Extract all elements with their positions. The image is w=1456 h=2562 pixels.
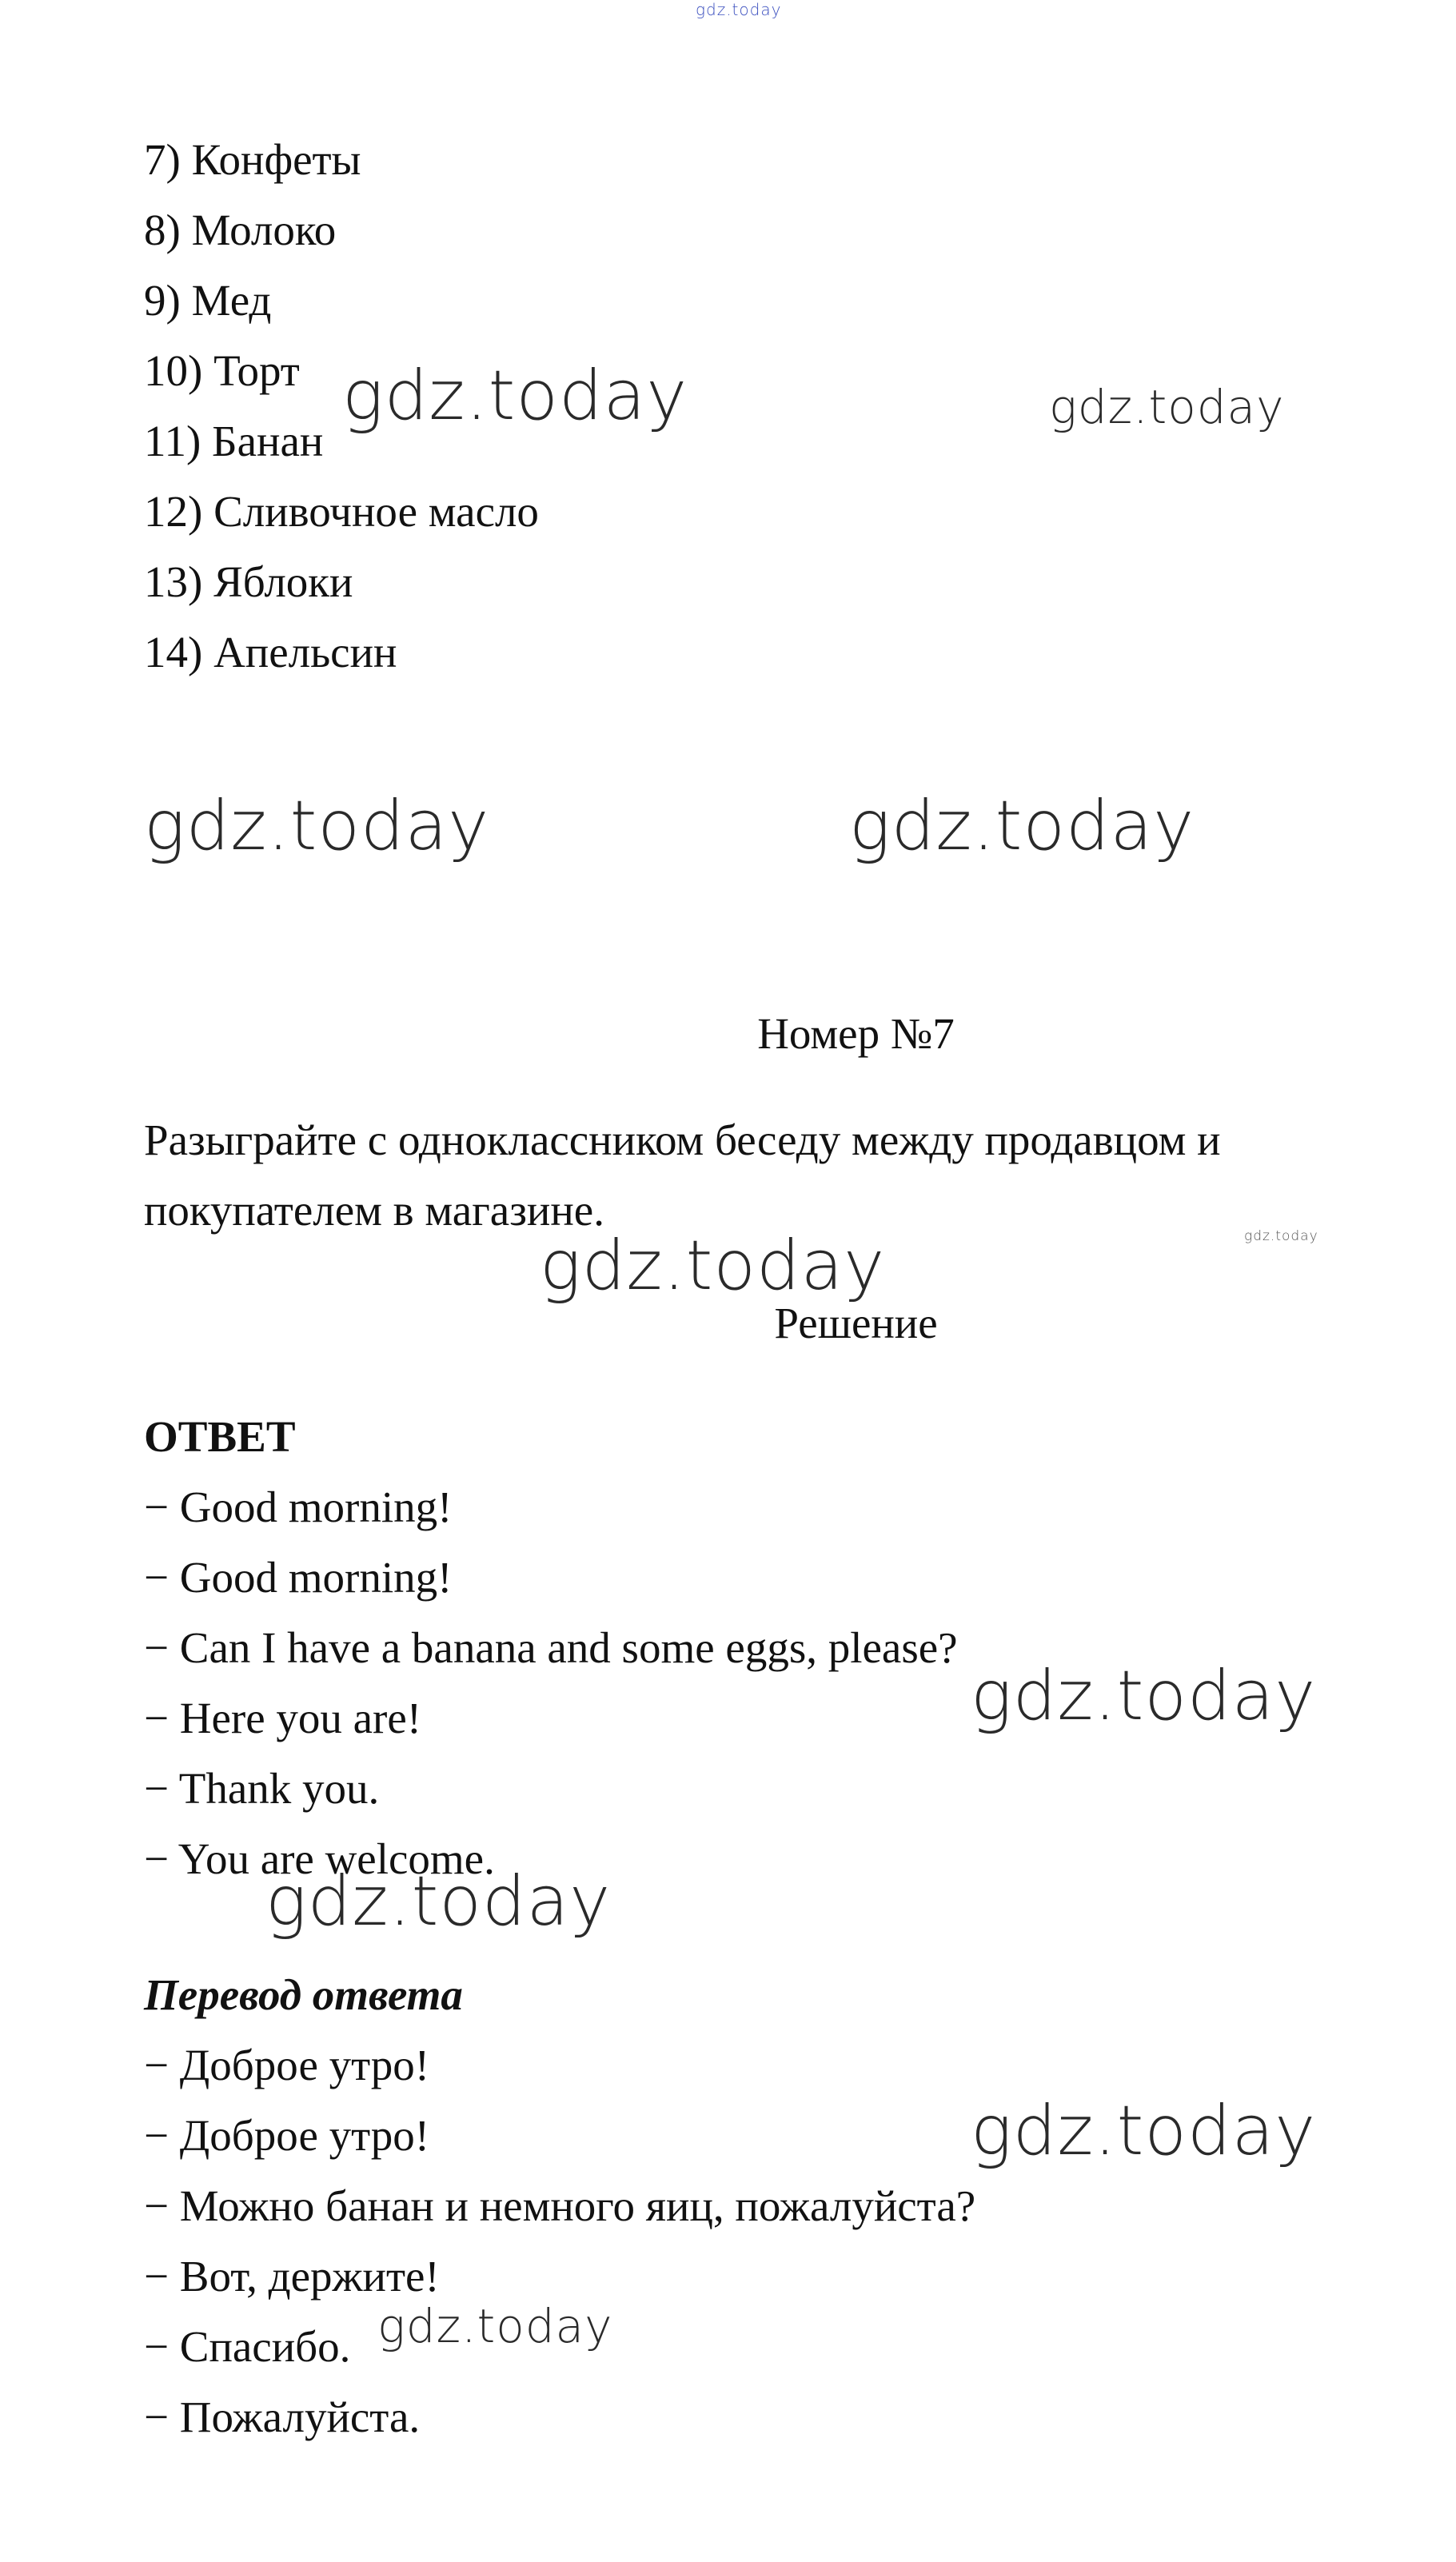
translation-line: − Спасибо. <box>144 2322 351 2371</box>
watermark: gdz.today <box>540 1226 886 1306</box>
watermark: gdz.today <box>849 786 1195 866</box>
list-item: 12) Сливочное масло <box>144 487 539 536</box>
list-item: 13) Яблоки <box>144 557 353 606</box>
watermark: gdz.today <box>1049 380 1285 434</box>
translation-heading: Перевод ответа <box>144 1970 463 2019</box>
list-item: 9) Мед <box>144 276 272 325</box>
translation-line: − Доброе утро! <box>144 2041 430 2089</box>
translation-line: − Можно банан и немного яиц, пожалуйста? <box>144 2181 976 2230</box>
list-item: 14) Апельсин <box>144 628 397 676</box>
answer-line: − Good morning! <box>144 1483 453 1531</box>
solution-label: Решение <box>774 1299 938 1347</box>
answer-line: − Here you are! <box>144 1694 422 1742</box>
watermark: gdz.today <box>265 1862 612 1941</box>
watermark: gdz.today <box>971 2091 1317 2171</box>
watermark: gdz.today <box>377 2299 613 2353</box>
watermark: gdz.today <box>144 786 490 866</box>
watermark: gdz.today <box>342 356 688 436</box>
watermark: gdz.today <box>971 1656 1317 1736</box>
translation-line: − Доброе утро! <box>144 2111 430 2160</box>
translation-line: − Пожалуйста. <box>144 2392 421 2441</box>
translation-line: − Вот, держите! <box>144 2252 440 2301</box>
task-text: Разыграйте с одноклассником беседу между продавцом и покупателем в магазине. <box>144 1115 1221 1235</box>
answer-heading: ОТВЕТ <box>144 1412 296 1461</box>
list-item: 8) Молоко <box>144 206 337 254</box>
task-number-title: Номер №7 <box>757 1009 955 1058</box>
answer-line: − Can I have a banana and some eggs, please? <box>144 1623 958 1672</box>
answer-line: − Good morning! <box>144 1553 453 1602</box>
answer-line: − Thank you. <box>144 1764 380 1813</box>
list-item: 7) Конфеты <box>144 135 361 184</box>
watermark-top: gdz.today <box>696 0 782 19</box>
list-item: 11) Банан <box>144 417 324 465</box>
watermark-small: gdz.today <box>1244 1228 1318 1244</box>
list-item: 10) Торт <box>144 346 300 395</box>
answer-line: − You are welcome. <box>144 1834 495 1883</box>
